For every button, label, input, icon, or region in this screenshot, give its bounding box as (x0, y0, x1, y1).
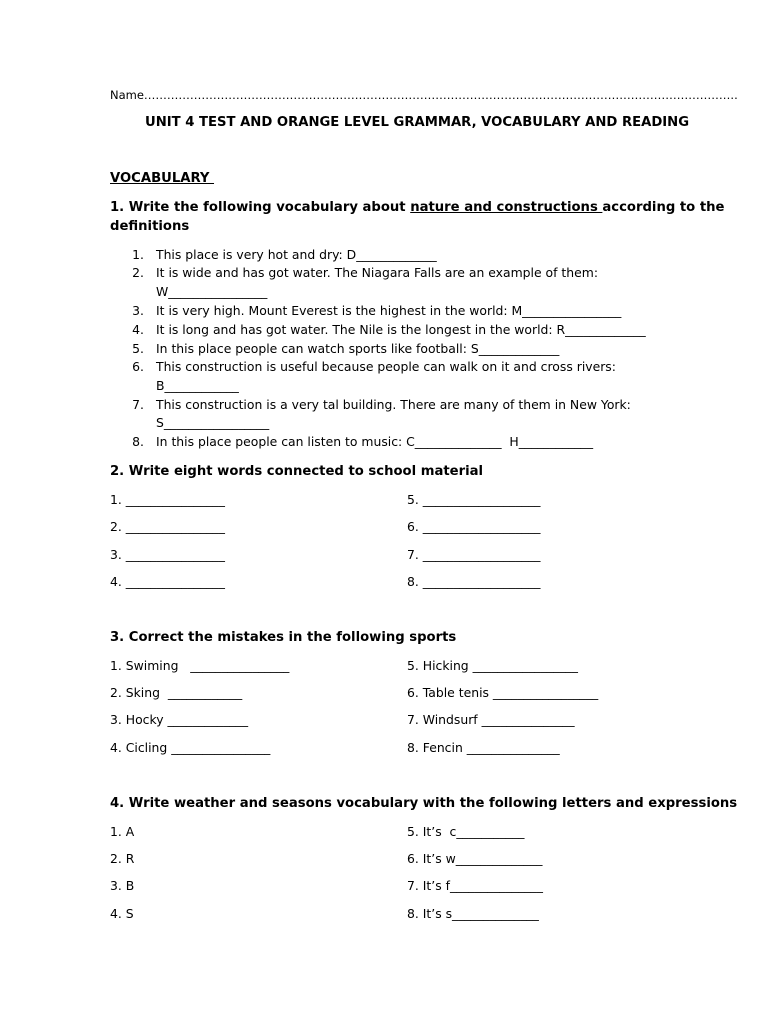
exercise1-title-underlined: nature and constructions (410, 200, 603, 215)
name-line: Name……………………………………………………………………………………………………………………………………….. (110, 88, 738, 102)
answer-line: 8. Fencin _______________ (407, 740, 560, 755)
answer-line: 4. ________________ (110, 574, 225, 589)
exercise1-title-suffix: according to the (602, 200, 725, 215)
item-number: 8. (132, 434, 144, 449)
answer-line: 1. A (110, 824, 135, 839)
item-number: 4. (132, 322, 144, 337)
item-number: 2. (132, 265, 144, 280)
section-vocabulary-label: VOCABULARY (110, 171, 215, 186)
item-text-cont: B____________ (156, 378, 239, 393)
item-text: This construction is a very tal building. There are many of them in New York: (156, 397, 631, 412)
worksheet-title: UNIT 4 TEST AND ORANGE LEVEL GRAMMAR, VOCABULARY AND READING (145, 115, 690, 130)
item-text: It is long and has got water. The Nile is the longest in the world: R_____________ (156, 322, 646, 337)
answer-line: 3. Hocky _____________ (110, 712, 249, 727)
answer-line: 7. Windsurf _______________ (407, 712, 575, 727)
exercise4-title: 4. Write weather and seasons vocabulary with the following letters and expressions (110, 796, 738, 811)
answer-line: 6. It’s w______________ (407, 851, 543, 866)
answer-line: 4. Cicling ________________ (110, 740, 271, 755)
answer-line: 2. ________________ (110, 519, 225, 534)
item-number: 1. (132, 247, 144, 262)
answer-line: 3. B (110, 878, 135, 893)
item-text: It is wide and has got water. The Niagara Falls are an example of them: (156, 265, 598, 280)
answer-line: 2. R (110, 851, 135, 866)
item-text-cont: W________________ (156, 284, 268, 299)
answer-line: 8. It’s s______________ (407, 906, 539, 921)
answer-line: 5. Hicking _________________ (407, 658, 578, 673)
item-text: This place is very hot and dry: D_____________ (156, 247, 437, 262)
answer-line: 5. ___________________ (407, 492, 541, 507)
exercise3-title: 3. Correct the mistakes in the following sports (110, 630, 457, 645)
answer-line: 4. S (110, 906, 134, 921)
answer-line: 3. ________________ (110, 547, 225, 562)
answer-line: 6. Table tenis _________________ (407, 685, 599, 700)
exercise1-title (110, 199, 724, 217)
answer-line: 7. ___________________ (407, 547, 541, 562)
item-text: This construction is useful because people can walk on it and cross rivers: (156, 359, 616, 374)
answer-line: 1. Swiming ________________ (110, 658, 290, 673)
exercise1-title-line2: definitions (110, 219, 190, 234)
answer-line: 7. It’s f_______________ (407, 878, 543, 893)
answer-line: 6. ___________________ (407, 519, 541, 534)
exercise2-title: 2. Write eight words connected to school material (110, 464, 484, 479)
item-text: In this place people can watch sports like football: S_____________ (156, 341, 560, 356)
item-number: 5. (132, 341, 144, 356)
exercise1-title-prefix: 1. Write the following vocabulary about (110, 200, 411, 215)
item-number: 3. (132, 303, 144, 318)
item-text: It is very high. Mount Everest is the highest in the world: M________________ (156, 303, 622, 318)
answer-line: 8. ___________________ (407, 574, 541, 589)
item-number: 6. (132, 359, 144, 374)
item-text-cont: S_________________ (156, 415, 270, 430)
answer-line: 2. Sking ____________ (110, 685, 243, 700)
answer-line: 5. It’s c___________ (407, 824, 525, 839)
answer-line: 1. ________________ (110, 492, 225, 507)
item-number: 7. (132, 397, 144, 412)
item-text: In this place people can listen to music: C______________ H____________ (156, 434, 594, 449)
